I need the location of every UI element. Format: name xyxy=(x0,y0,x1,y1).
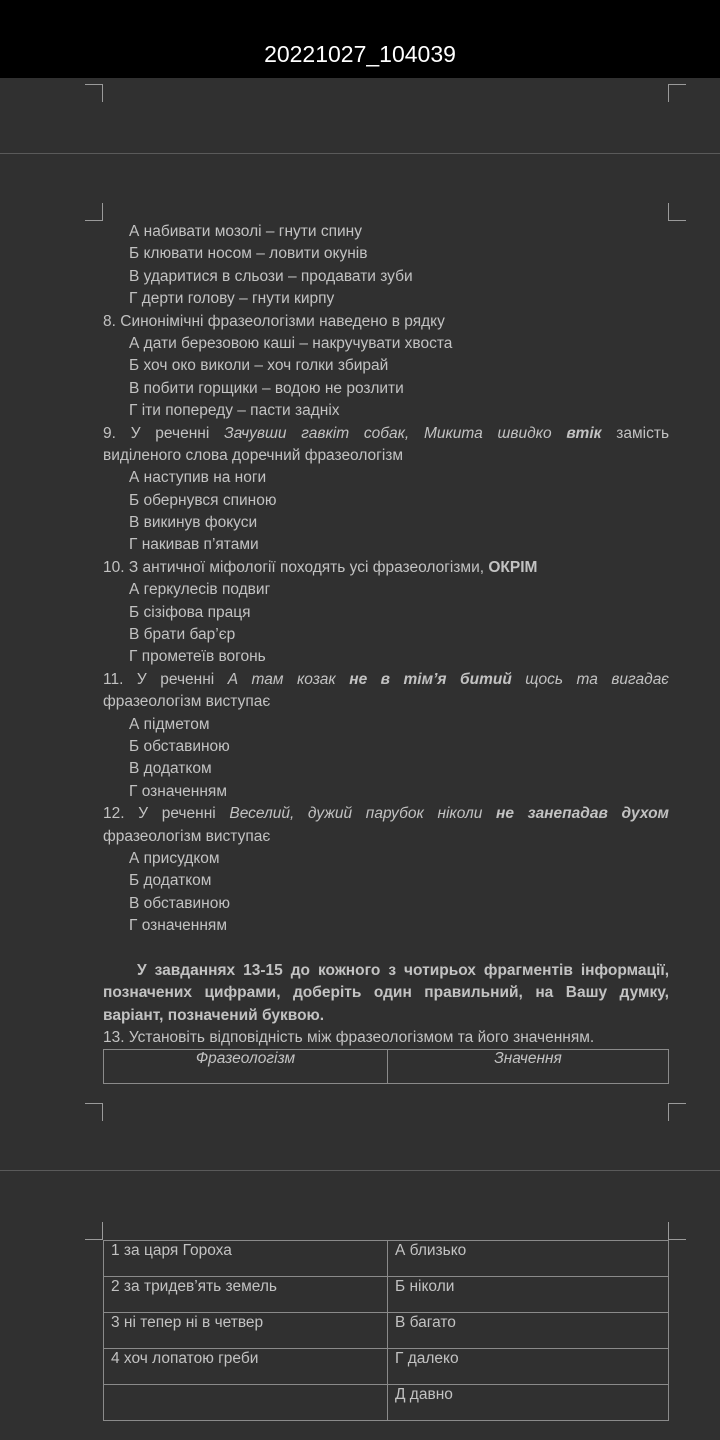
table-row: 2 за тридев’ять земель Б ніколи xyxy=(104,1277,669,1313)
option: Б обернувся спиною xyxy=(129,491,277,509)
option: Б обставиною xyxy=(129,737,230,755)
option: А присудком xyxy=(129,849,220,867)
table-row: 4 хоч лопатою греби Г далеко xyxy=(104,1349,669,1385)
question-9: 9. У реченні Зачувши гавкіт собак, Микита швидко втік замість xyxy=(103,424,670,442)
option: В брати бар’єр xyxy=(129,626,236,644)
option: А дати березовою каші – накручувати хвоста xyxy=(129,334,453,352)
instruction-line: У завданнях 13-15 до кожного з чотирьох фрагментів інформації, xyxy=(137,961,669,979)
document-body xyxy=(103,221,669,1049)
option: В додатком xyxy=(129,760,212,778)
question-11-cont: фразеологізм виступає xyxy=(103,693,271,711)
column-header: Фразеологізм xyxy=(104,1050,388,1084)
page-separator xyxy=(0,153,720,154)
option: Г накивав п’ятами xyxy=(129,536,259,554)
table-row: 1 за царя Гороха А близько xyxy=(104,1241,669,1277)
file-title: 20221027_104039 xyxy=(264,41,456,67)
match-table-header xyxy=(103,1049,669,1084)
option: В обставиною xyxy=(129,894,230,912)
option: А геркулесів подвиг xyxy=(129,581,271,599)
option: Б клювати носом – ловити окунів xyxy=(129,245,368,263)
option: Г означенням xyxy=(129,782,227,800)
title-bar xyxy=(0,0,720,78)
question-11: 11. У реченні А там козак не в тім’я битий щось та вигадає xyxy=(103,670,669,688)
question-10: 10. З античної міфології походять усі фразеологізми, ОКРІМ xyxy=(103,558,538,576)
table-row: Д давно xyxy=(104,1385,669,1421)
question-8: 8. Синонімічні фразеологізми наведено в рядку xyxy=(103,312,445,330)
option: Б додатком xyxy=(129,872,212,890)
instruction-line: позначених цифрами, доберіть один правильний, на Вашу думку, xyxy=(103,984,669,1002)
page-separator xyxy=(0,1170,720,1171)
question-9-cont: виділеного слова доречний фразеологізм xyxy=(103,446,404,464)
option: В ударитися в сльози – продавати зуби xyxy=(129,267,413,285)
instruction-line: варіант, позначений буквою. xyxy=(103,1006,325,1024)
option: А набивати мозолі – гнути спину xyxy=(129,223,362,240)
option: Г означенням xyxy=(129,917,227,935)
option: Г іти попереду – пасти задніх xyxy=(129,402,340,420)
option: В викинув фокуси xyxy=(129,514,258,532)
option: А наступив на ноги xyxy=(129,469,267,487)
option: В побити горщики – водою не розлити xyxy=(129,379,404,397)
option: Б сізіфова праця xyxy=(129,603,251,621)
option: А підметом xyxy=(129,715,210,733)
question-12-cont: фразеологізм виступає xyxy=(103,827,271,845)
question-13: 13. Установіть відповідність між фразеологізмом та його значенням. xyxy=(103,1029,595,1047)
match-table xyxy=(103,1240,669,1421)
question-12: 12. У реченні Веселий, дужий парубок ніколи не занепадав духом xyxy=(103,805,670,823)
column-header: Значення xyxy=(388,1050,669,1084)
option: Б хоч око виколи – хоч голки збирай xyxy=(129,357,389,375)
table-row: 3 ні тепер ні в четвер В багато xyxy=(104,1313,669,1349)
option: Г дерти голову – гнути кирпу xyxy=(129,290,335,308)
option: Г прометеїв вогонь xyxy=(129,648,266,666)
